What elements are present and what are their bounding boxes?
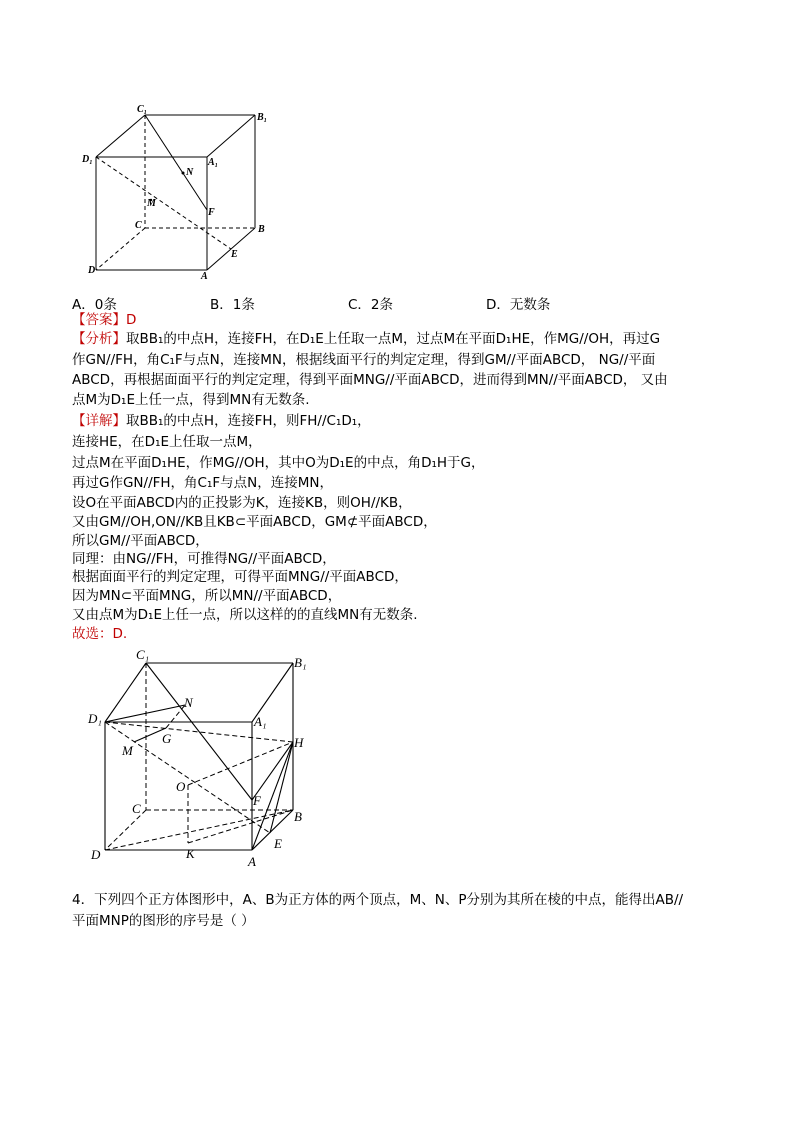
- detail-line-3: 过点M在平面D₁HE，作MG//OH，其中O为D₁E的中点，角D₁H于G，: [72, 455, 485, 471]
- detail-text-1: 取BB₁的中点H，连接FH，则FH//C₁D₁，: [126, 413, 371, 429]
- option-a[interactable]: A．0条: [72, 297, 117, 313]
- analysis-line-4: 点M为D₁E上任一点，得到MN有无数条.: [72, 392, 310, 408]
- label-B1: B₁: [294, 655, 307, 670]
- label-H: H: [294, 735, 304, 750]
- detail-line-9: 根据面面平行的判定定理，可得平面MNG//平面ABCD，: [72, 569, 408, 585]
- label-D: D: [88, 265, 96, 276]
- analysis-line-1: [72, 330, 660, 348]
- label-E: E: [274, 836, 282, 851]
- label-C1: C₁: [137, 104, 148, 115]
- detail-line-5: 设O在平面ABCD内的正投影为K，连接KB，则OH//KB，: [72, 495, 412, 511]
- detail-line-11: 又由点M为D₁E上任一点，所以这样的的直线MN有无数条.: [72, 607, 418, 623]
- analysis-tag: 【分析】: [72, 331, 126, 347]
- label-O: O: [176, 779, 186, 794]
- question4-line-2: 平面MNP的图形的序号是（ ）: [72, 913, 255, 929]
- answer-line: [72, 311, 136, 329]
- label-C1: C₁: [136, 647, 150, 662]
- label-D: D: [91, 847, 101, 862]
- label-N: N: [186, 167, 194, 178]
- label-F: F: [208, 207, 215, 218]
- answer-tag: 【答案】: [72, 312, 126, 328]
- detail-line-7: 所以GM//平面ABCD，: [72, 533, 209, 549]
- label-B: B: [294, 809, 302, 824]
- option-c[interactable]: C．2条: [348, 297, 394, 313]
- label-A1: A₁: [254, 714, 267, 729]
- analysis-line-2: 作GN//FH，角C₁F与点N，连接MN，根据线面平行的判定定理，得到GM//平面ABCD， NG//平面: [72, 352, 656, 368]
- label-D1: D₁: [88, 711, 102, 726]
- analysis-line-3: ABCD，再根据面面平行的判定定理，得到平面MNG//平面ABCD，进而得到MN//平面ABCD， 又由: [72, 372, 668, 388]
- label-N: N: [184, 695, 193, 710]
- option-b[interactable]: B．1条: [210, 297, 255, 313]
- label-C: C: [132, 801, 141, 816]
- label-F: F: [253, 793, 261, 808]
- detail-line-6: 又由GM//OH,ON//KB且KB⊂平面ABCD，GM⊄平面ABCD，: [72, 514, 437, 530]
- option-d[interactable]: D．无数条: [486, 297, 551, 313]
- detail-line-8: 同理：由NG//FH，可推得NG//平面ABCD，: [72, 551, 336, 567]
- label-C: C: [135, 220, 142, 231]
- detail-tag: 【详解】: [72, 413, 126, 429]
- label-A: A: [248, 854, 256, 869]
- label-G: G: [162, 731, 172, 746]
- detail-line-10: 因为MN⊂平面MNG，所以MN//平面ABCD，: [72, 588, 342, 604]
- detail-line-1: [72, 412, 371, 430]
- label-B1: B₁: [257, 112, 268, 123]
- cube-figure-2: [80, 645, 320, 885]
- question4-line-1: 4．下列四个正方体图形中，A、B为正方体的两个顶点，M、N、P分别为其所在棱的中点，能得出AB//: [72, 892, 684, 908]
- label-A: A: [201, 271, 208, 282]
- label-M: M: [122, 743, 133, 758]
- answer-value: D: [126, 312, 137, 328]
- detail-line-4: 再过G作GN//FH，角C₁F与点N，连接MN，: [72, 475, 333, 491]
- detail-line-2: 连接HE，在D₁E上任取一点M，: [72, 434, 262, 450]
- analysis-text-1: 取BB₁的中点H，连接FH，在D₁E上任取一点M，过点M在平面D₁HE，作MG//OH，再过G: [126, 331, 661, 347]
- label-M: M: [147, 198, 156, 209]
- label-B: B: [258, 224, 265, 235]
- label-E: E: [231, 249, 238, 260]
- cube-figure-1: [80, 100, 280, 282]
- detail-conclusion: 故选：D.: [72, 626, 128, 642]
- label-D1: D₁: [82, 154, 93, 165]
- label-A1: A₁: [208, 157, 219, 168]
- label-K: K: [186, 846, 195, 861]
